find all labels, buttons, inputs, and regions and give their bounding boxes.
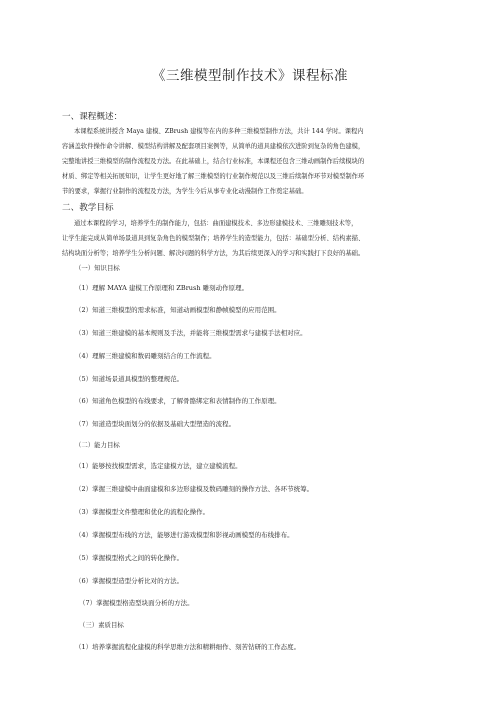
list-item: （6）知道角色模型的布线要求，了解骨骼绑定和表情制作的工作原理。 xyxy=(75,397,281,405)
list-item: （7）掌握模型格造型块面分析的方法。 xyxy=(79,599,194,607)
paragraph-line: 让学生能完成从简单场景道具到复杂角色的模型制作；培养学生的造型能力，包括：基础型分析、结构素描、 xyxy=(62,235,365,242)
paragraph-line: 完整地讲授三维模型的制作流程及方法。在此基础上，结合行业标准，本课程还包含三维动画制作后续模块的 xyxy=(62,158,365,165)
paragraph-line: 节的要求，掌握行业制作的流程及方法，为学生今后从事专业化动漫制作工作奠定基础。 xyxy=(62,188,308,195)
paragraph-line: 本课程系统讲授含 Maya 建模、ZBrush 建模等在内的多种三维模型制作方法，共计 144 学时。课程内 xyxy=(74,128,364,135)
objectives-paragraph xyxy=(62,216,446,261)
list-item: （2）知道三维模型的需求标准，知道动画模型和静帧模型的应用范围。 xyxy=(75,306,281,314)
list-item: （7）知道造型块面划分的依据及基础大型塑造的流程。 xyxy=(75,420,236,428)
section-heading-overview: 一、课程概述： xyxy=(62,112,123,122)
list-item: （5）掌握模型格式之间的转化操作。 xyxy=(75,554,184,562)
paragraph-line: 材质、绑定等相关拓展知识，让学生更好地了解三维模型的行业制作规范以及三维后续制作环节对模型制作环 xyxy=(62,173,365,180)
subheading-knowledge: （一）知识目标 xyxy=(75,264,120,272)
paragraph-line: 结构块面分析等；培养学生分析问题、解决问题的科学方法，为其后续更深入的学习和实践打下良好的基础。 xyxy=(62,250,365,257)
list-item: （1）培养掌握流程化建模的科学思维方法和精耕细作、刻苦钻研的工作态度。 xyxy=(75,643,301,651)
paragraph-line: 通过本课程的学习，培养学生的制作能力，包括：曲面建模技术、多边形建模技术、三维雕刻技术等， xyxy=(74,220,358,227)
paragraph-line: 容涵盖软件操作命令讲解、模型结构讲解及配套项目案例等，从简单的道具建模依次进阶到复杂的角色建模， xyxy=(62,143,365,150)
list-item: （3）掌握模型文件整理和优化的流程化操作。 xyxy=(75,508,210,516)
document-title: 《三维模型制作技术》课程标准 xyxy=(152,68,348,84)
list-item: （4）理解三维建模和数码雕刻结合的工作流程。 xyxy=(75,352,216,360)
subheading-quality: （三）素质目标 xyxy=(79,621,124,629)
list-item: （5）知道场景道具模型的整理规范。 xyxy=(75,375,184,383)
list-item: （2）掌握三维建模中曲面建模和多边形建模及数码雕刻的操作方法、各环节统筹。 xyxy=(75,485,314,493)
list-item: （6）掌握模型造型分析比对的方法。 xyxy=(75,577,184,585)
list-item: （4）掌握模型布线的方法，能够进行游戏模型和影视动画模型的布线排布。 xyxy=(75,531,294,539)
overview-paragraph xyxy=(62,124,446,199)
list-item: （1）能够按找模型需求，选定建模方法，建立建模流程。 xyxy=(75,462,242,470)
section-heading-objectives: 二、教学目标 xyxy=(62,203,114,213)
subheading-ability: （二）能力目标 xyxy=(75,441,120,449)
list-item: （3）知道三维建模的基本规则及手法，并能将三维模型需求与建模手法相对应。 xyxy=(75,329,307,337)
list-item: （1）理解 MAYA 建模工作原理和 ZBrush 雕刻动作原理。 xyxy=(75,284,249,292)
